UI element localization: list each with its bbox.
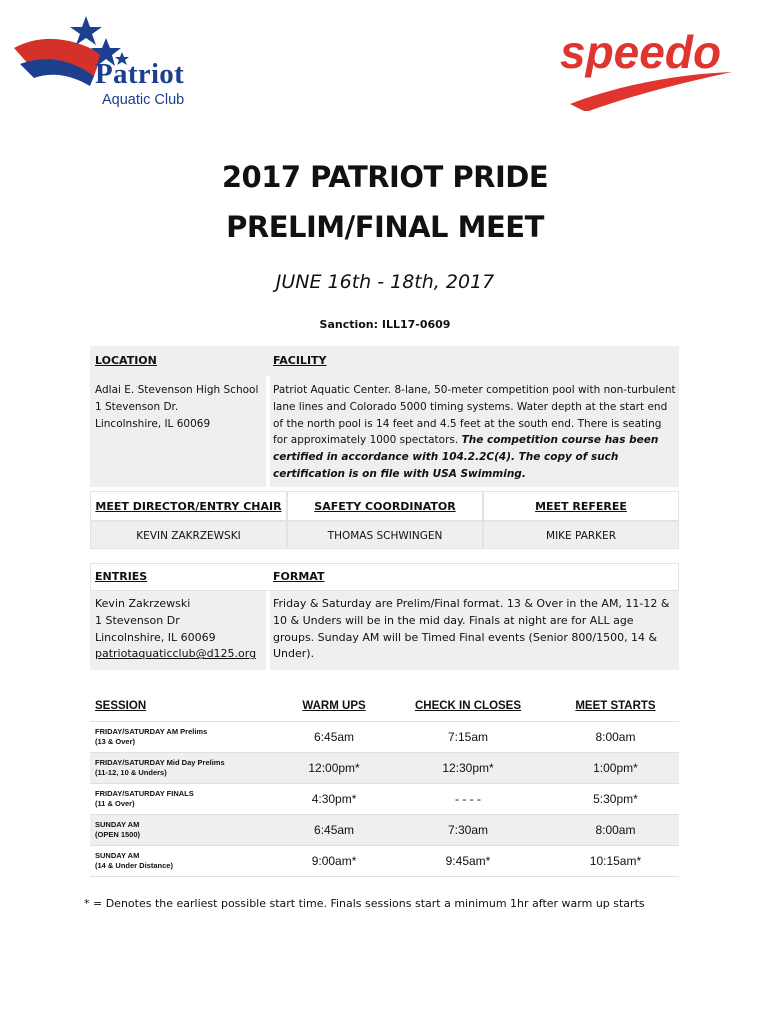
- session-name: SUNDAY AM: [95, 851, 140, 860]
- session-name: FRIDAY/SATURDAY AM Prelims: [95, 727, 208, 736]
- table-row: [90, 846, 679, 877]
- warm-up-time: 9:00am*: [284, 846, 384, 877]
- meet-title: [0, 152, 770, 252]
- table-row: [90, 815, 679, 846]
- entries-line: 1 Stevenson Dr: [95, 613, 180, 627]
- check-in-time: 9:45am*: [384, 846, 552, 877]
- patriot-wordmark: Patriot: [95, 58, 185, 90]
- session-cell: [90, 815, 284, 846]
- facility-text: Patriot Aquatic Center. 8-lane, 50-meter competition pool with non-turbulent lane lines and Colorado 5000 timing systems. Water depth at the start end of the north pool is 14 feet and 4.5 feet at the south end. There is seating for approximately 1000 spectators.: [273, 384, 676, 447]
- session-schedule-table: [90, 691, 679, 877]
- meet-title-line-1: 2017 PATRIOT PRIDE: [221, 160, 549, 194]
- location-line: Adlai E. Stevenson High School: [95, 384, 259, 396]
- session-age-group: (11-12, 10 & Unders): [95, 768, 167, 777]
- sanction-number: Sanction: ILL17-0609: [319, 318, 451, 331]
- meet-referee-name: MIKE PARKER: [483, 521, 679, 549]
- officials-section: [90, 491, 679, 549]
- facility-header: FACILITY: [273, 354, 327, 367]
- location-header: LOCATION: [95, 354, 157, 367]
- session-cell: [90, 753, 284, 784]
- check-in-time: 12:30pm*: [384, 753, 552, 784]
- meet-start-time: 5:30pm*: [552, 784, 679, 815]
- meet-starts-column-header: MEET STARTS: [552, 691, 679, 722]
- meet-referee-header-cell: [483, 491, 679, 521]
- safety-coordinator-header: SAFETY COORDINATOR: [314, 500, 456, 513]
- meet-start-time: 1:00pm*: [552, 753, 679, 784]
- session-name: FRIDAY/SATURDAY FINALS: [95, 789, 194, 798]
- location-address: [95, 382, 265, 432]
- meet-start-time: 10:15am*: [552, 846, 679, 877]
- warm-up-time: 4:30pm*: [284, 784, 384, 815]
- format-header: FORMAT: [273, 570, 325, 583]
- location-facility-section: [90, 346, 679, 487]
- session-cell: [90, 846, 284, 877]
- session-age-group: (13 & Over): [95, 737, 136, 746]
- session-age-group: (11 & Over): [95, 799, 135, 808]
- entries-line: Kevin Zakrzewski: [95, 597, 191, 610]
- session-name: SUNDAY AM: [95, 820, 140, 829]
- facility-description: [273, 382, 677, 483]
- speedo-logo: [556, 16, 736, 111]
- format-description: Friday & Saturday are Prelim/Final format. 13 & Over in the AM, 11-12 & 10 & Unders will be in the mid day. Finals at night are for ALL age groups. Sunday AM will be Timed Final events (Senior 800/1500, 14 & Under).: [273, 597, 670, 661]
- session-name: FRIDAY/SATURDAY Mid Day Prelims: [95, 758, 225, 767]
- table-row: [90, 722, 679, 753]
- schedule-header-row: [90, 691, 679, 722]
- table-row: [90, 784, 679, 815]
- meet-date: JUNE 16th - 18th, 2017: [275, 271, 495, 293]
- entries-format-section: [90, 563, 679, 670]
- meet-director-header: MEET DIRECTOR/ENTRY CHAIR: [95, 500, 282, 513]
- session-column-header: SESSION: [90, 691, 284, 722]
- safety-coordinator-name: THOMAS SCHWINGEN: [287, 521, 483, 549]
- location-facility-header-row: [90, 346, 679, 376]
- check-in-time: 7:15am: [384, 722, 552, 753]
- warm-up-time: 6:45am: [284, 722, 384, 753]
- aquatic-club-wordmark: Aquatic Club: [102, 92, 185, 108]
- entries-header: ENTRIES: [95, 570, 148, 583]
- check-in-column-header: CHECK IN CLOSES: [384, 691, 552, 722]
- entries-contact: [95, 596, 267, 663]
- meet-referee-header: MEET REFEREE: [535, 500, 627, 513]
- meet-start-time: 8:00am: [552, 722, 679, 753]
- warm-ups-column-header: WARM UPS: [284, 691, 384, 722]
- meet-start-time: 8:00am: [552, 815, 679, 846]
- location-line: 1 Stevenson Dr.: [95, 400, 179, 413]
- footnote: * = Denotes the earliest possible start time. Finals sessions start a minimum 1hr after warm up starts: [84, 897, 645, 910]
- warm-up-time: 6:45am: [284, 815, 384, 846]
- entries-format-header-row: [90, 563, 679, 591]
- facility-certification-text: The competition course has been certified in accordance with 104.2.2C(4). The copy of such certification is on file with USA Swimming.: [273, 434, 659, 480]
- entries-line: Lincolnshire, IL 60069: [95, 630, 216, 644]
- location-line: Lincolnshire, IL 60069: [95, 417, 211, 430]
- speedo-wordmark: speedo: [560, 26, 722, 78]
- session-age-group: (OPEN 1500): [95, 830, 141, 839]
- warm-up-time: 12:00pm*: [284, 753, 384, 784]
- table-row: [90, 753, 679, 784]
- check-in-time: - - - -: [384, 784, 552, 815]
- check-in-time: 7:30am: [384, 815, 552, 846]
- meet-director-name: KEVIN ZAKRZEWSKI: [90, 521, 287, 549]
- safety-coordinator-header-cell: [287, 491, 483, 521]
- session-age-group: (14 & Under Distance): [95, 861, 173, 870]
- meet-director-header-cell: [90, 491, 287, 521]
- entries-email-link[interactable]: patriotaquaticclub@d125.org: [95, 647, 257, 661]
- session-cell: [90, 722, 284, 753]
- meet-title-line-2: PRELIM/FINAL MEET: [226, 210, 544, 244]
- session-cell: [90, 784, 284, 815]
